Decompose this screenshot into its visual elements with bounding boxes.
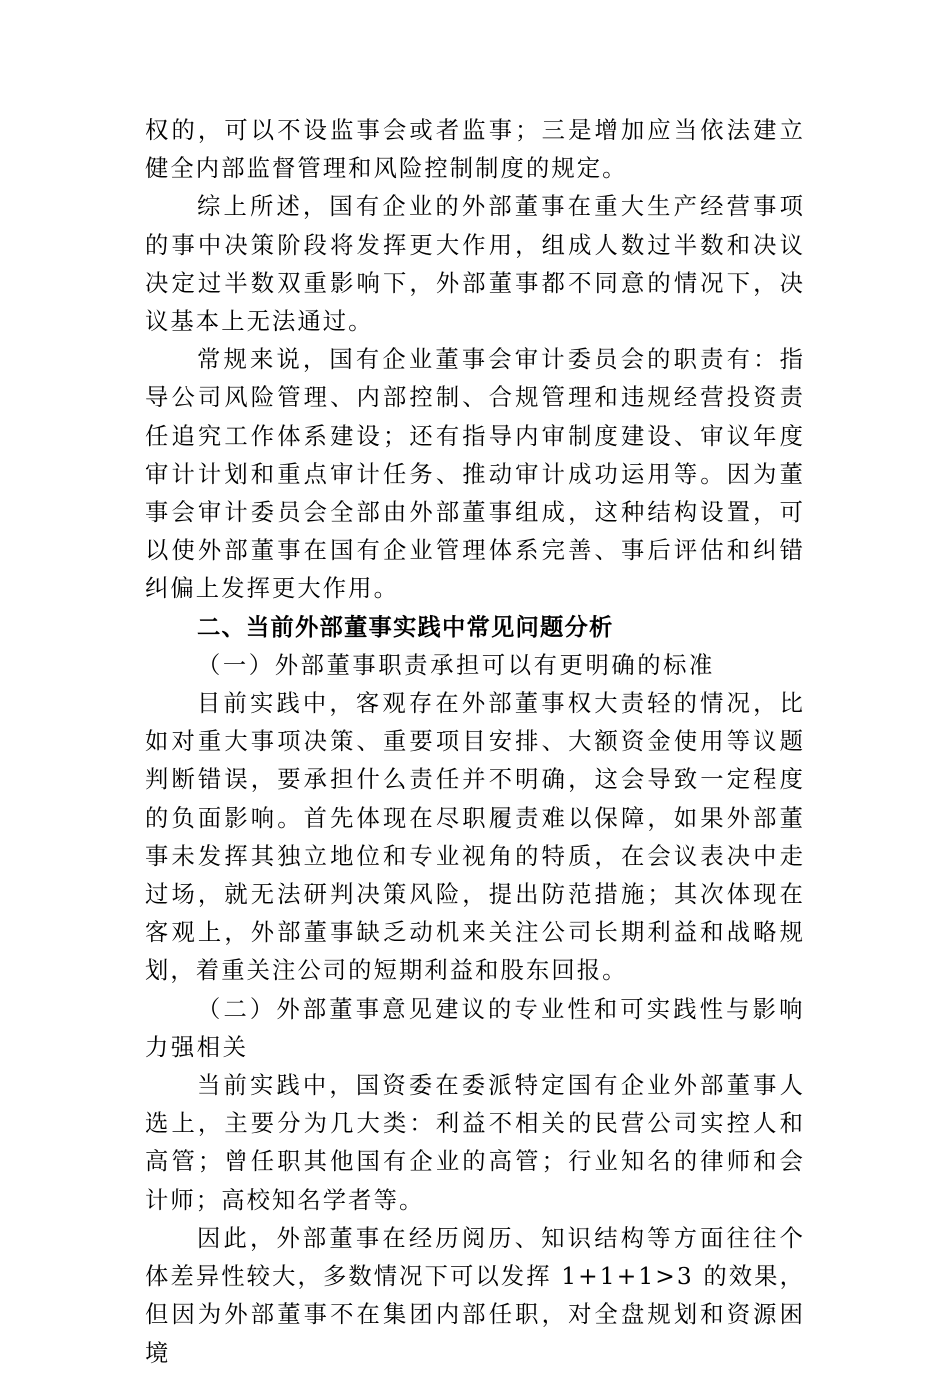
paragraph-responsibility: 目前实践中，客观存在外部董事权大责轻的情况，比如对重大事项决策、重要项目安排、大额资金使用等议题判断错误，要承担什么责任并不明确，这会导致一定程度的负面影响。首先体现在尽职履责难以保障，如果外部董事未发挥其独立地位和专业视角的特质，在会议表决中走过场，就无法研判决策风险，提出防范措施；其次体现在客观上，外部董事缺乏动机来关注公司长期利益和战略规划，着重关注公司的短期利益和股东回报。: [145, 690, 805, 985]
paragraph-continuation: 权的，可以不设监事会或者监事；三是增加应当依法建立健全内部监督管理和风险控制制度的规定。: [145, 117, 805, 183]
paragraph-summary: 综上所述，国有企业的外部董事在重大生产经营事项的事中决策阶段将发挥更大作用，组成人数过半数和决议决定过半数双重影响下，外部董事都不同意的情况下，决议基本上无法通过。: [145, 193, 805, 336]
section-heading: 二、当前外部董事实践中常见问题分析: [197, 613, 614, 641]
paragraph-appointment: 当前实践中，国资委在委派特定国有企业外部董事人选上，主要分为几大类：利益不相关的民营公司实控人和高管；曾任职其他国有企业的高管；行业知名的律师和会计师；高校知名学者等。: [145, 1072, 805, 1214]
subsection-heading-1: （一）外部董事职责承担可以有更明确的标准: [197, 651, 715, 679]
subsection-heading-2: （二）外部董事意见建议的专业性和可实践性与影响力强相关: [145, 995, 805, 1061]
document-page: [145, 112, 805, 1373]
paragraph-diversity: 因此，外部董事在经历阅历、知识结构等方面往往个体差异性较大，多数情况下可以发挥 1+1+1>3 的效果，但因为外部董事不在集团内部任职，对全盘规划和资源困境: [145, 1224, 805, 1367]
paragraph-audit-committee: 常规来说，国有企业董事会审计委员会的职责有：指导公司风险管理、内部控制、合规管理和违规经营投资责任追究工作体系建设；还有指导内审制度建设、审议年度审计计划和重点审计任务、推动审计成功运用等。因为董事会审计委员会全部由外部董事组成，这种结构设置，可以使外部董事在国有企业管理体系完善、事后评估和纠错纠偏上发挥更大作用。: [145, 346, 805, 603]
